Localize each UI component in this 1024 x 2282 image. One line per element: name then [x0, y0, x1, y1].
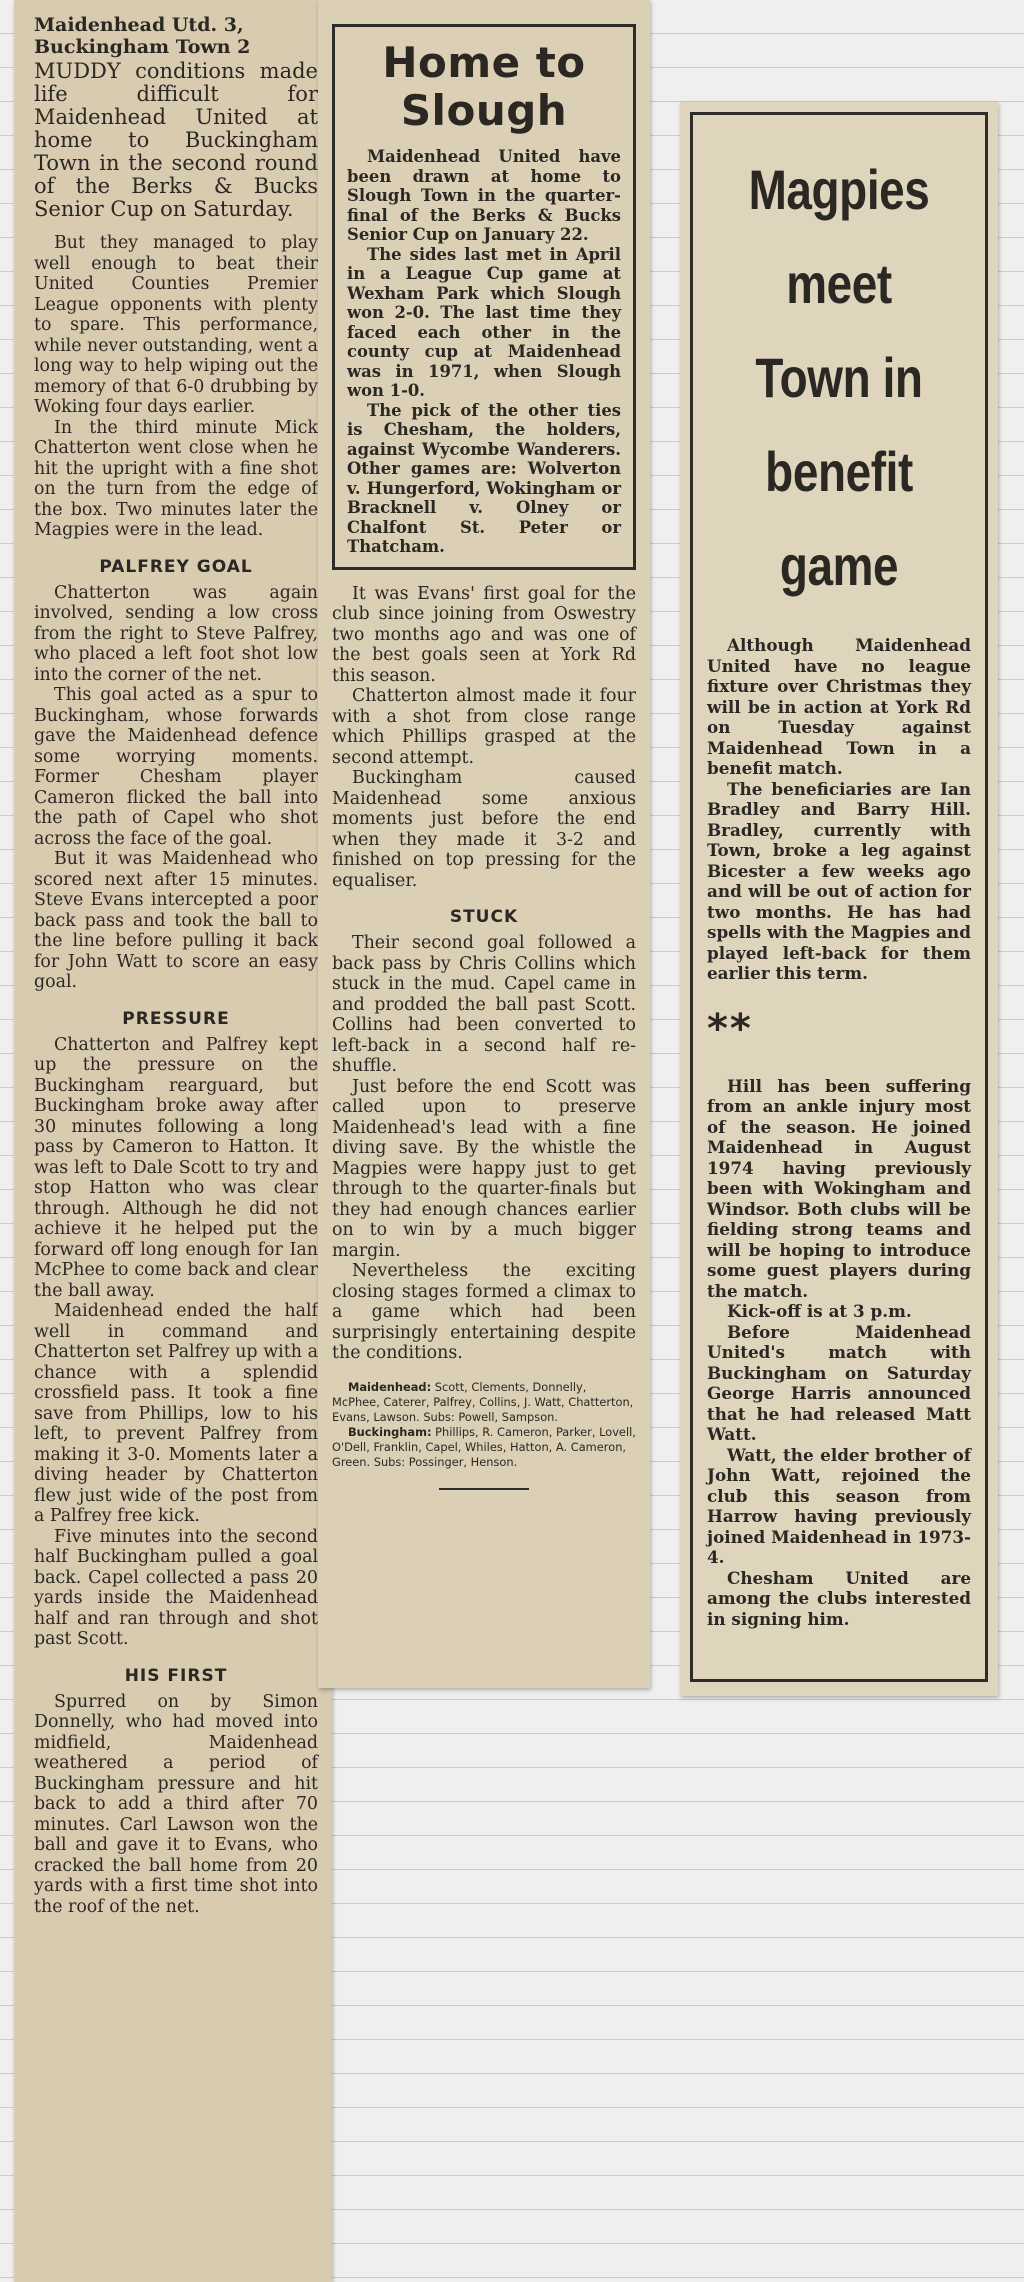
team-name: Maidenhead:: [348, 1379, 432, 1394]
article-paragraph: Chatterton and Palfrey kept up the pressure on the Buckingham rearguard, but Buckingham broke away after 30 minutes following a long pass by Cameron to Hatton. It was left to Dale Scott to try and stop Hatton who was clear through. Although he did not achieve it he helped put the forward off long enough for Ian McPhee to come back and clear the ball away.: [34, 1034, 318, 1301]
match-report-headline: Maidenhead Utd. 3, Buckingham Town 2: [34, 14, 251, 58]
headline-line: Magpies: [748, 158, 930, 221]
article-paragraph: The beneficiaries are Ian Bradley and Barry Hill. Bradley, currently with Town, broke a leg against Bicester a few weeks ago and will be out of action for two months. He has had spells with the Magpies and played left-back for them earlier this term.: [707, 778, 971, 983]
article-paragraph: Nevertheless the exciting closing stages formed a climax to a game which had been surprisingly entertaining despite the conditions.: [332, 1261, 636, 1363]
article-paragraph: It was Evans' first goal for the club since joining from Oswestry two months ago and was one of the best goals seen at York Rd this season.: [332, 583, 636, 686]
team-lineups: [332, 1380, 636, 1470]
lineup-buckingham: [332, 1425, 636, 1470]
subheading: PRESSURE: [122, 1008, 230, 1029]
section-stars: **: [707, 1005, 753, 1052]
article-paragraph: Chatterton almost made it four with a shot from close range which Phillips grasped at the second attempt.: [332, 686, 636, 768]
article-paragraph: Five minutes into the second half Buckingham pulled a goal back. Capel collected a pass 20 yards inside the Maidenhead half and ran through and shot past Scott.: [34, 1526, 318, 1649]
article-paragraph: Chatterton was again involved, sending a low cross from the right to Steve Palfrey, who placed a left foot shot low into the corner of the net.: [34, 582, 318, 685]
player-list: Scott, Clements, Donnelly, McPhee, Caterer, Palfrey, Collins, J. Watt, Chatterton, Evans, Lawson. Subs: Powell, Sampson.: [332, 1379, 634, 1424]
article-paragraph: Maidenhead ended the half well in command and Chatterton set Palfrey up with a chance with a splendid crossfield pass. It took a fine save from Phillips, low to his left, to prevent Palfrey from making it 3-0. Moments later a diving header by Chatterton flew just wide of the post from a Palfrey free kick.: [34, 1301, 318, 1526]
article-paragraph: Hill has been suffering from an ankle injury most of the season. He joined Maidenhead in August 1974 having previously been with Wokingham and Windsor. Both clubs will be fielding strong teams and will be hoping to introduce some guest players during the match.: [707, 1075, 971, 1301]
headline-line: benefit: [765, 440, 913, 503]
magpies-headline: [731, 143, 947, 613]
middle-clipping: [318, 0, 650, 1688]
lineup-maidenhead: [332, 1380, 636, 1425]
article-paragraph: Buckingham caused Maidenhead some anxious moments just before the end when they made it 3-2 and finished on top pressing for the equaliser.: [332, 768, 636, 891]
article-paragraph: Maidenhead United have been drawn at home to Slough Town in the quarter-final of the Berks & Bucks Senior Cup on January 22.: [347, 147, 621, 244]
article-paragraph: Chesham United are among the clubs interested in signing him.: [707, 1567, 971, 1629]
article-paragraph: But they managed to play well enough to beat their United Counties Premier League opponents with plenty to spare. This performance, while never outstanding, went a long way to help wiping out the memory of that 6-0 drubbing by Woking four days earlier.: [34, 233, 318, 417]
home-to-slough-headline: Home to Slough: [382, 38, 586, 135]
article-paragraph: Although Maidenhead United have no league fixture over Christmas they will be in action at York Rd on Tuesday against Maidenhead Town in a benefit match.: [707, 635, 971, 778]
team-name: Buckingham:: [348, 1424, 432, 1439]
headline-line: game: [779, 534, 899, 597]
subheading: HIS FIRST: [124, 1665, 228, 1686]
subheading: PALFREY GOAL: [99, 556, 253, 577]
article-paragraph: This goal acted as a spur to Buckingham, whose forwards gave the Maidenhead defence some worrying moments. Former Chesham player Cameron flicked the ball into the path of Capel who shot across the face of the goal.: [34, 685, 318, 849]
article-paragraph: But it was Maidenhead who scored next after 15 minutes. Steve Evans intercepted a poor back pass and took the ball to the line before pulling it back for John Watt to score an easy goal.: [34, 849, 318, 992]
subheading: STUCK: [449, 907, 519, 927]
article-paragraph: In the third minute Mick Chatterton went close when he hit the upright with a fine shot on the turn from the edge of the box. Two minutes later the Magpies were in the lead.: [34, 417, 318, 540]
article-paragraph: Before Maidenhead United's match with Buckingham on Saturday George Harris announced that he had released Matt Watt.: [707, 1321, 971, 1444]
magpies-clipping: [680, 102, 998, 1696]
magpies-box: [690, 112, 988, 1682]
article-paragraph: Their second goal followed a back pass by Chris Collins which stuck in the mud. Capel came in and prodded the ball past Scott. Collins had been converted to left-back in a second half re-shuffle.: [332, 933, 636, 1076]
player-list: Phillips, R. Cameron, Parker, Lovell, O'Dell, Franklin, Capel, Whiles, Hatton, A. Cameron, Green. Subs: Possinger, Henson.: [332, 1424, 636, 1469]
article-paragraph: Just before the end Scott was called upon to preserve Maidenhead's lead with a fine diving save. By the whistle the Magpies were happy just to get through to the quarter-finals but they had enough chances earlier on to win by a much bigger margin.: [332, 1076, 636, 1261]
article-paragraph: Kick-off is at 3 p.m.: [727, 1301, 912, 1321]
article-paragraph: Watt, the elder brother of John Watt, rejoined the club this season from Harrow having previously joined Maidenhead in 1973-4.: [707, 1444, 971, 1567]
article-paragraph: The sides last met in April in a League Cup game at Wexham Park which Slough won 2-0. The last time they faced each other in the county cup at Maidenhead was in 1971, when Slough won 1-0.: [347, 244, 621, 400]
article-paragraph: Spurred on by Simon Donnelly, who had moved into midfield, Maidenhead weathered a period of Buckingham pressure and hit back to add a third after 70 minutes. Carl Lawson won the ball and gave it to Evans, who cracked the ball home from 20 yards with a first time shot into the roof of the net.: [34, 1691, 318, 1917]
match-report-clipping-left: [14, 0, 332, 2282]
article-paragraph: The pick of the other ties is Chesham, the holders, against Wycombe Wanderers. Other games are: Wolverton v. Hungerford, Wokingham or Bracknell v. Olney or Chalfont St. Peter or Thatcham.: [347, 400, 621, 556]
headline-line: Town in: [755, 346, 923, 409]
home-to-slough-box: [332, 24, 636, 570]
match-report-lead: MUDDY conditions made life difficult for Maidenhead United at home to Buckingham Town in the second round of the Berks & Bucks Senior Cup on Saturday.: [34, 59, 318, 221]
headline-line: meet: [786, 252, 892, 315]
end-rule: [439, 1488, 529, 1490]
